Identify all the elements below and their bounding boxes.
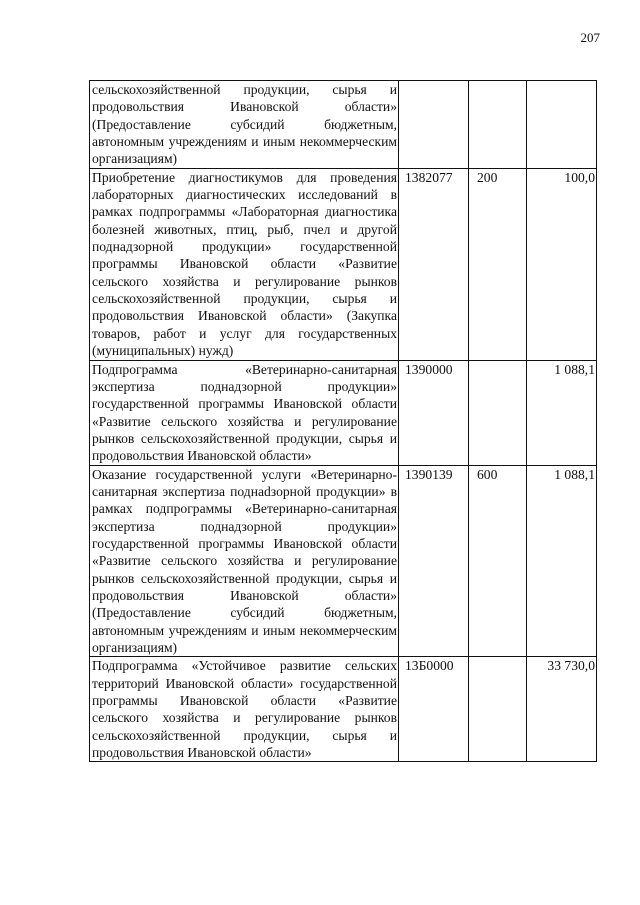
target-code-cell: 1390000	[399, 360, 469, 465]
target-code-cell: 1382077	[399, 168, 469, 360]
budget-table	[89, 80, 597, 762]
expense-type-cell	[469, 360, 527, 465]
table-row	[90, 657, 597, 762]
amount-cell: 1 088,1	[527, 360, 597, 465]
amount-cell: 33 730,0	[527, 657, 597, 762]
item-name-cell: Подпрограмма «Устойчивое развитие сельских территорий Ивановской области» государственной программы Ивановской области «Развитие сельского хозяйства и регулирование рынков сельскохозяйственной продукции, сырья и продовольствия Ивановской области»	[90, 657, 399, 762]
table-row	[90, 360, 597, 465]
expense-type-cell	[469, 657, 527, 762]
item-name-cell: Подпрограмма «Ветеринарно-санитарная экспертиза поднадзорной продукции» государственной программы Ивановской области «Развитие сельского хозяйства и регулирование рынков сельскохозяйственной продукции, сырья и продовольствия Ивановской области»	[90, 360, 399, 465]
item-name-cell: сельскохозяйственной продукции, сырья и продовольствия Ивановской области» (Предоставление субсидий бюджетным, автономным учреждениям и иным некоммерческим организациям)	[90, 81, 399, 169]
table-row	[90, 81, 597, 169]
target-code-cell: 13Б0000	[399, 657, 469, 762]
expense-type-cell: 200	[469, 168, 527, 360]
target-code-cell: 1390139	[399, 465, 469, 657]
amount-cell: 100,0	[527, 168, 597, 360]
item-name-cell: Оказание государственной услуги «Ветеринарно-санитарная экспертиза поднаdзорной продукции» в рамках подпрограммы «Ветеринарно-санитарная экспертиза поднадзорной продукции» государственной программы Ивановской области «Развитие сельского хозяйства и регулирование рынков сельскохозяйственной продукции, сырья и продовольствия Ивановской области» (Предоставление субсидий бюджетным, автономным учреждениям и иным некоммерческим организациям)	[90, 465, 399, 657]
item-name-cell: Приобретение диагностикумов для проведения лабораторных диагностических исследований в рамках подпрограммы «Лабораторная диагностика болезней животных, птиц, рыб, пчел и другой поднадзорной продукции» государственной программы Ивановской области «Развитие сельского хозяйства и регулирование рынков сельскохозяйственной продукции, сырья и продовольствия Ивановской области» (Закупка товаров, работ и услуг для государственных (муниципальных) нужд)	[90, 168, 399, 360]
target-code-cell	[399, 81, 469, 169]
expense-type-cell: 600	[469, 465, 527, 657]
expense-type-cell	[469, 81, 527, 169]
page-number: 207	[580, 30, 600, 45]
table-row	[90, 465, 597, 657]
table-row	[90, 168, 597, 360]
amount-cell	[527, 81, 597, 169]
amount-cell: 1 088,1	[527, 465, 597, 657]
